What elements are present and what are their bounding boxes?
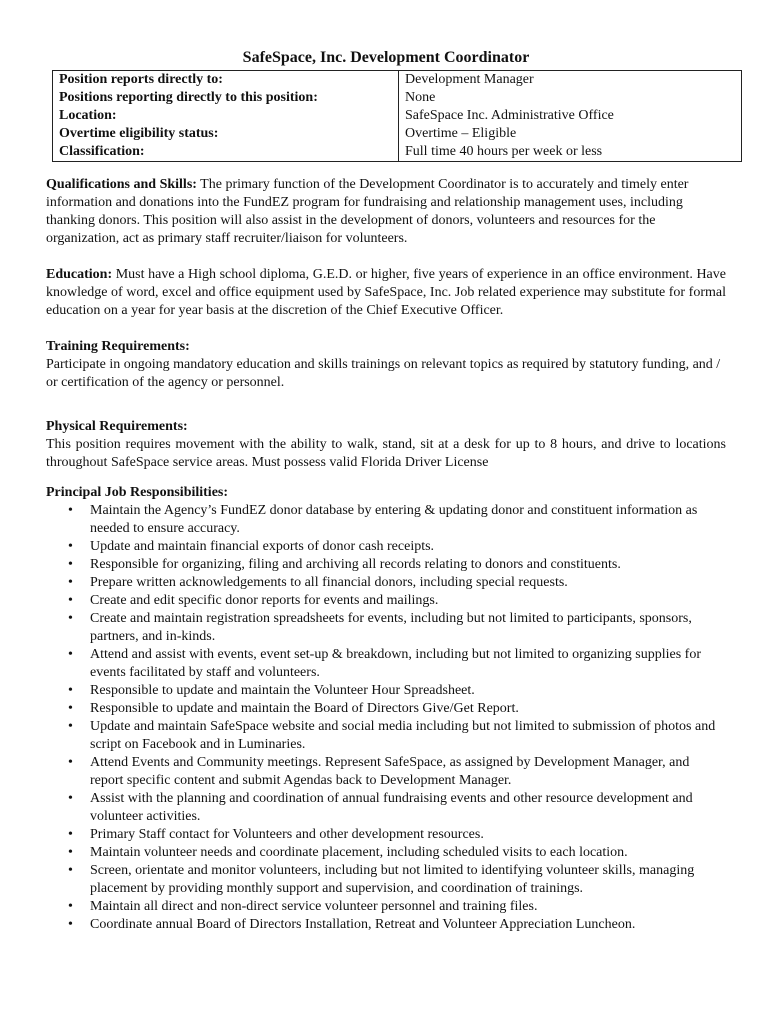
list-item-text: Prepare written acknowledgements to all financial donors, including special requests. bbox=[90, 575, 568, 590]
bullet-icon: • bbox=[68, 791, 73, 806]
list-item bbox=[46, 898, 726, 916]
responsibilities-section bbox=[46, 484, 726, 934]
list-item bbox=[46, 916, 726, 934]
list-item bbox=[46, 556, 726, 574]
info-value: None bbox=[399, 89, 742, 107]
bullet-icon: • bbox=[68, 611, 73, 626]
table-row bbox=[53, 143, 742, 162]
list-item bbox=[46, 754, 726, 790]
info-value: Full time 40 hours per week or less bbox=[399, 143, 742, 162]
training-heading: Training Requirements: bbox=[46, 339, 190, 354]
physical-section bbox=[46, 418, 726, 472]
bullet-icon: • bbox=[68, 593, 73, 608]
qualifications-section bbox=[46, 176, 726, 248]
info-value: Overtime – Eligible bbox=[399, 125, 742, 143]
bullet-icon: • bbox=[68, 557, 73, 572]
list-item-text: Attend and assist with events, event set-up & breakdown, including but not limited to organizing supplies for events facilitated by staff and volunteers. bbox=[90, 647, 701, 680]
bullet-icon: • bbox=[68, 755, 73, 770]
info-label: Position reports directly to: bbox=[53, 71, 399, 90]
table-row bbox=[53, 125, 742, 143]
bullet-icon: • bbox=[68, 719, 73, 734]
list-item-text: Responsible to update and maintain the Board of Directors Give/Get Report. bbox=[90, 701, 519, 716]
bullet-icon: • bbox=[68, 917, 73, 932]
info-label: Location: bbox=[53, 107, 399, 125]
position-info-table bbox=[52, 70, 742, 162]
bullet-icon: • bbox=[68, 575, 73, 590]
training-section bbox=[46, 338, 726, 392]
training-text: Participate in ongoing mandatory education and skills trainings on relevant topics as required by statutory funding, and / or certification of the agency or personnel. bbox=[46, 357, 721, 390]
list-item bbox=[46, 862, 726, 898]
list-item bbox=[46, 844, 726, 862]
list-item bbox=[46, 700, 726, 718]
list-item bbox=[46, 592, 726, 610]
list-item-text: Responsible for organizing, filing and archiving all records relating to donors and constituents. bbox=[90, 557, 621, 572]
list-item bbox=[46, 574, 726, 592]
info-label: Overtime eligibility status: bbox=[53, 125, 399, 143]
page-title: SafeSpace, Inc. Development Coordinator bbox=[242, 49, 530, 66]
list-item-text: Create and edit specific donor reports for events and mailings. bbox=[90, 593, 439, 608]
list-item-text: Screen, orientate and monitor volunteers, including but not limited to identifying volunteer skills, managing placement by providing monthly support and supervision, and coordination of trainings. bbox=[90, 863, 695, 896]
list-item bbox=[46, 646, 726, 682]
list-item-text: Create and maintain registration spreadsheets for events, including but not limited to participants, sponsors, partners, and in-kinds. bbox=[90, 611, 692, 644]
info-label: Positions reporting directly to this position: bbox=[53, 89, 399, 107]
list-item-text: Update and maintain financial exports of donor cash receipts. bbox=[90, 539, 435, 554]
table-row bbox=[53, 89, 742, 107]
bullet-icon: • bbox=[68, 683, 73, 698]
responsibilities-list bbox=[46, 502, 726, 934]
qualifications-heading: Qualifications and Skills: bbox=[46, 177, 197, 192]
bullet-icon: • bbox=[68, 827, 73, 842]
bullet-icon: • bbox=[68, 899, 73, 914]
education-section bbox=[46, 266, 726, 320]
list-item bbox=[46, 826, 726, 844]
list-item bbox=[46, 538, 726, 556]
bullet-icon: • bbox=[68, 503, 73, 518]
bullet-icon: • bbox=[68, 845, 73, 860]
list-item-text: Assist with the planning and coordination of annual fundraising events and other resource development and volunteer activities. bbox=[90, 791, 693, 824]
list-item-text: Coordinate annual Board of Directors Installation, Retreat and Volunteer Appreciation Luncheon. bbox=[90, 917, 636, 932]
info-label: Classification: bbox=[53, 143, 399, 162]
list-item-text: Primary Staff contact for Volunteers and other development resources. bbox=[90, 827, 484, 842]
info-value: Development Manager bbox=[399, 71, 742, 90]
bullet-icon: • bbox=[68, 701, 73, 716]
list-item-text: Maintain the Agency’s FundEZ donor database by entering & updating donor and constituent information as needed to ensure accuracy. bbox=[90, 503, 698, 536]
list-item-text: Update and maintain SafeSpace website and social media including but not limited to submission of photos and script on Facebook and in Luminaries. bbox=[90, 719, 716, 752]
list-item-text: Responsible to update and maintain the Volunteer Hour Spreadsheet. bbox=[90, 683, 475, 698]
physical-text: This position requires movement with the ability to walk, stand, sit at a desk for up to 8 hours, and drive to locations throughout SafeSpace service areas. Must possess valid Florida Driver License bbox=[46, 437, 726, 470]
list-item-text: Maintain all direct and non-direct service volunteer personnel and training files. bbox=[90, 899, 538, 914]
bullet-icon: • bbox=[68, 539, 73, 554]
table-row bbox=[53, 107, 742, 125]
list-item bbox=[46, 610, 726, 646]
education-text: Must have a High school diploma, G.E.D. or higher, five years of experience in an office environment. Have knowledge of word, excel and office equipment used by SafeSpace, Inc. Job related experience may substitute for formal education on a year for year basis at the discretion of the Chief Executive Officer. bbox=[46, 267, 726, 318]
bullet-icon: • bbox=[68, 863, 73, 878]
education-heading: Education: bbox=[46, 267, 113, 282]
responsibilities-heading: Principal Job Responsibilities: bbox=[46, 485, 229, 500]
list-item bbox=[46, 790, 726, 826]
list-item-text: Attend Events and Community meetings. Represent SafeSpace, as assigned by Development Manager, and report specific content and submit Agendas back to Development Manager. bbox=[90, 755, 690, 788]
table-row bbox=[53, 71, 742, 90]
info-value: SafeSpace Inc. Administrative Office bbox=[399, 107, 742, 125]
bullet-icon: • bbox=[68, 647, 73, 662]
qualifications-text: The primary function of the Development Coordinator is to accurately and timely enter information and donations into the FundEZ program for fundraising and relationship management uses, including thanking donors. This position will also assist in the development of donors, volunteers and resources for the organization, act as primary staff recruiter/liaison for volunteers. bbox=[46, 177, 689, 246]
list-item bbox=[46, 682, 726, 700]
list-item-text: Maintain volunteer needs and coordinate placement, including scheduled visits to each location. bbox=[90, 845, 628, 860]
physical-heading: Physical Requirements: bbox=[46, 419, 188, 434]
list-item bbox=[46, 718, 726, 754]
list-item bbox=[46, 502, 726, 538]
